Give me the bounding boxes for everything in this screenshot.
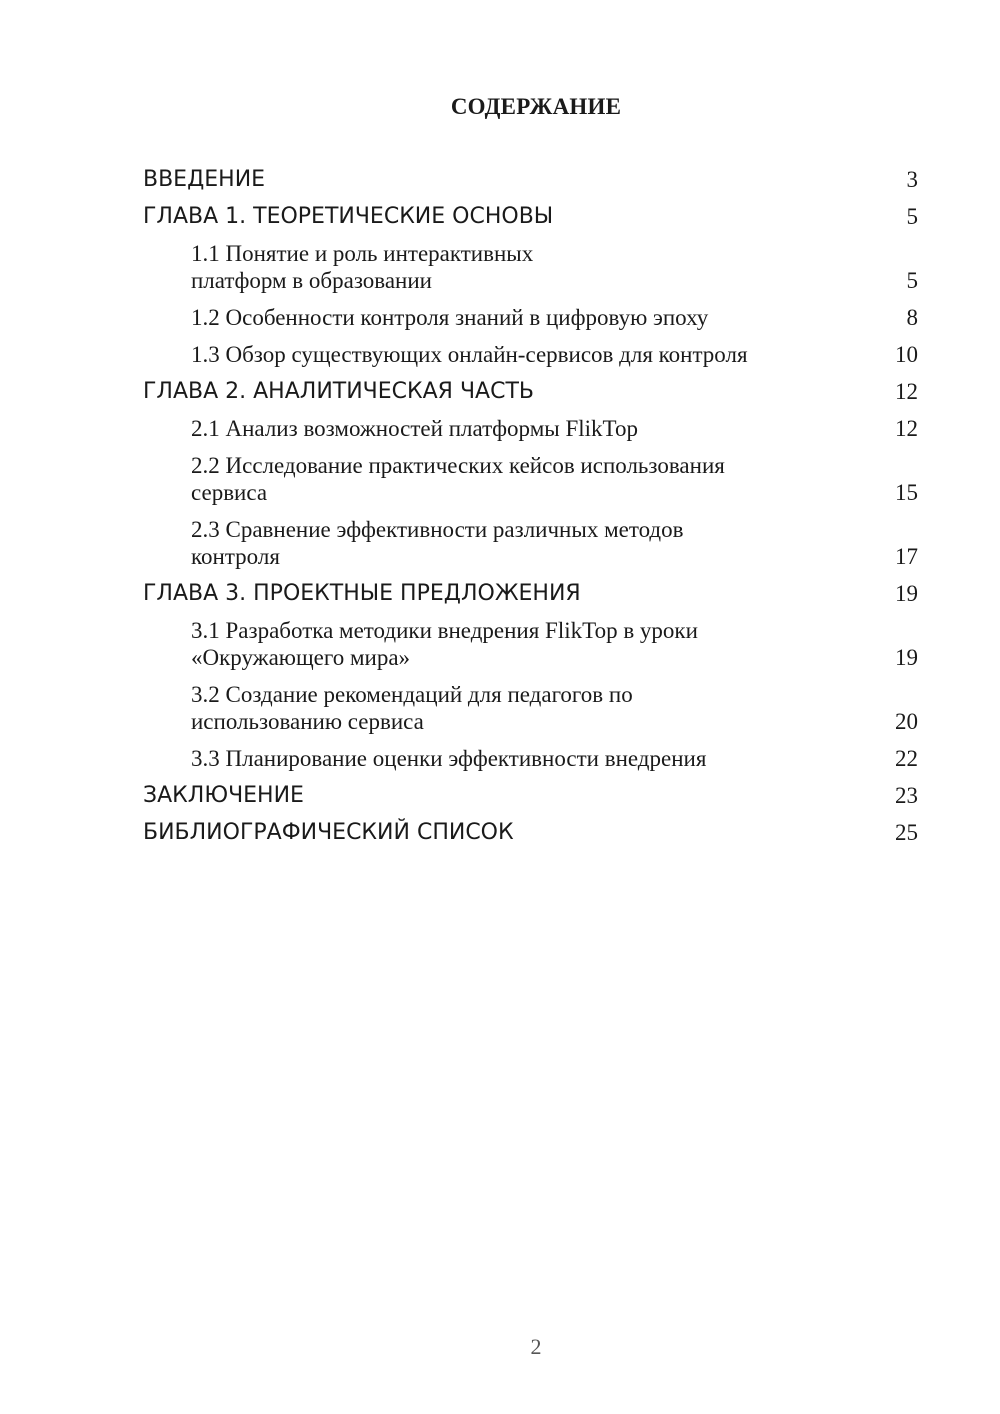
toc-entry-introduction [143,166,918,193]
toc-entry-page: 12 [895,379,918,404]
toc-list [143,166,918,856]
toc-entry-page: 23 [895,783,918,808]
toc-entry-text: БИБЛИОГРАФИЧЕСКИЙ СПИСОК [143,820,514,845]
toc-entry-section-2-1 [143,415,918,442]
toc-entry-page: 8 [906,305,918,330]
toc-entry-text: 1.2 Особенности контроля знаний в цифровую эпоху [191,305,709,330]
toc-entry-text: ГЛАВА 2. АНАЛИТИЧЕСКАЯ ЧАСТЬ [143,379,534,404]
toc-entry-text: 1.1 Понятие и роль интерактивных платформ в образовании [191,241,534,293]
toc-entry-chapter-2 [143,378,918,405]
toc-entry-text: 2.3 Сравнение эффективности различных методов контроля [191,517,684,569]
toc-entry-text: 3.2 Создание рекомендаций для педагогов по использованию сервиса [191,682,633,734]
toc-entry-section-1-2 [143,304,918,331]
toc-entry-conclusion [143,782,918,809]
toc-entry-page: 19 [895,581,918,606]
toc-entry-page: 5 [906,204,918,229]
toc-entry-section-1-1 [143,240,918,294]
toc-entry-page: 17 [895,544,918,569]
toc-entry-text: 2.2 Исследование практических кейсов использования сервиса [191,453,725,505]
page-number: 2 [530,1334,542,1359]
toc-title: СОДЕРЖАНИЕ [450,94,622,119]
toc-entry-text: ГЛАВА 1. ТЕОРЕТИЧЕСКИЕ ОСНОВЫ [143,204,554,229]
toc-entry-text: 2.1 Анализ возможностей платформы FlikTop [191,416,638,441]
toc-entry-page: 3 [906,167,918,192]
toc-entry-section-2-2 [143,452,918,506]
toc-entry-chapter-1 [143,203,918,230]
toc-entry-text: ВВЕДЕНИЕ [143,167,266,192]
toc-entry-bibliography [143,819,918,846]
toc-entry-page: 10 [895,342,918,367]
toc-entry-section-3-2 [143,681,918,735]
toc-entry-section-3-3 [143,745,918,772]
toc-entry-section-2-3 [143,516,918,570]
toc-entry-text: 3.1 Разработка методики внедрения FlikTop в уроки «Окружающего мира» [191,618,698,670]
toc-entry-text: 1.3 Обзор существующих онлайн-сервисов для контроля [191,342,748,367]
toc-entry-text: 3.3 Планирование оценки эффективности внедрения [191,746,707,771]
toc-entry-page: 15 [895,480,918,505]
toc-entry-page: 19 [895,645,918,670]
toc-entry-page: 25 [895,820,918,845]
toc-entry-chapter-3 [143,580,918,607]
toc-entry-section-3-1 [143,617,918,671]
toc-entry-text: ГЛАВА 3. ПРОЕКТНЫЕ ПРЕДЛОЖЕНИЯ [143,581,581,606]
toc-entry-text: ЗАКЛЮЧЕНИЕ [143,783,304,808]
toc-entry-page: 22 [895,746,918,771]
toc-entry-section-1-3 [143,341,918,368]
toc-entry-page: 20 [895,709,918,734]
toc-entry-page: 12 [895,416,918,441]
toc-entry-page: 5 [906,268,918,293]
